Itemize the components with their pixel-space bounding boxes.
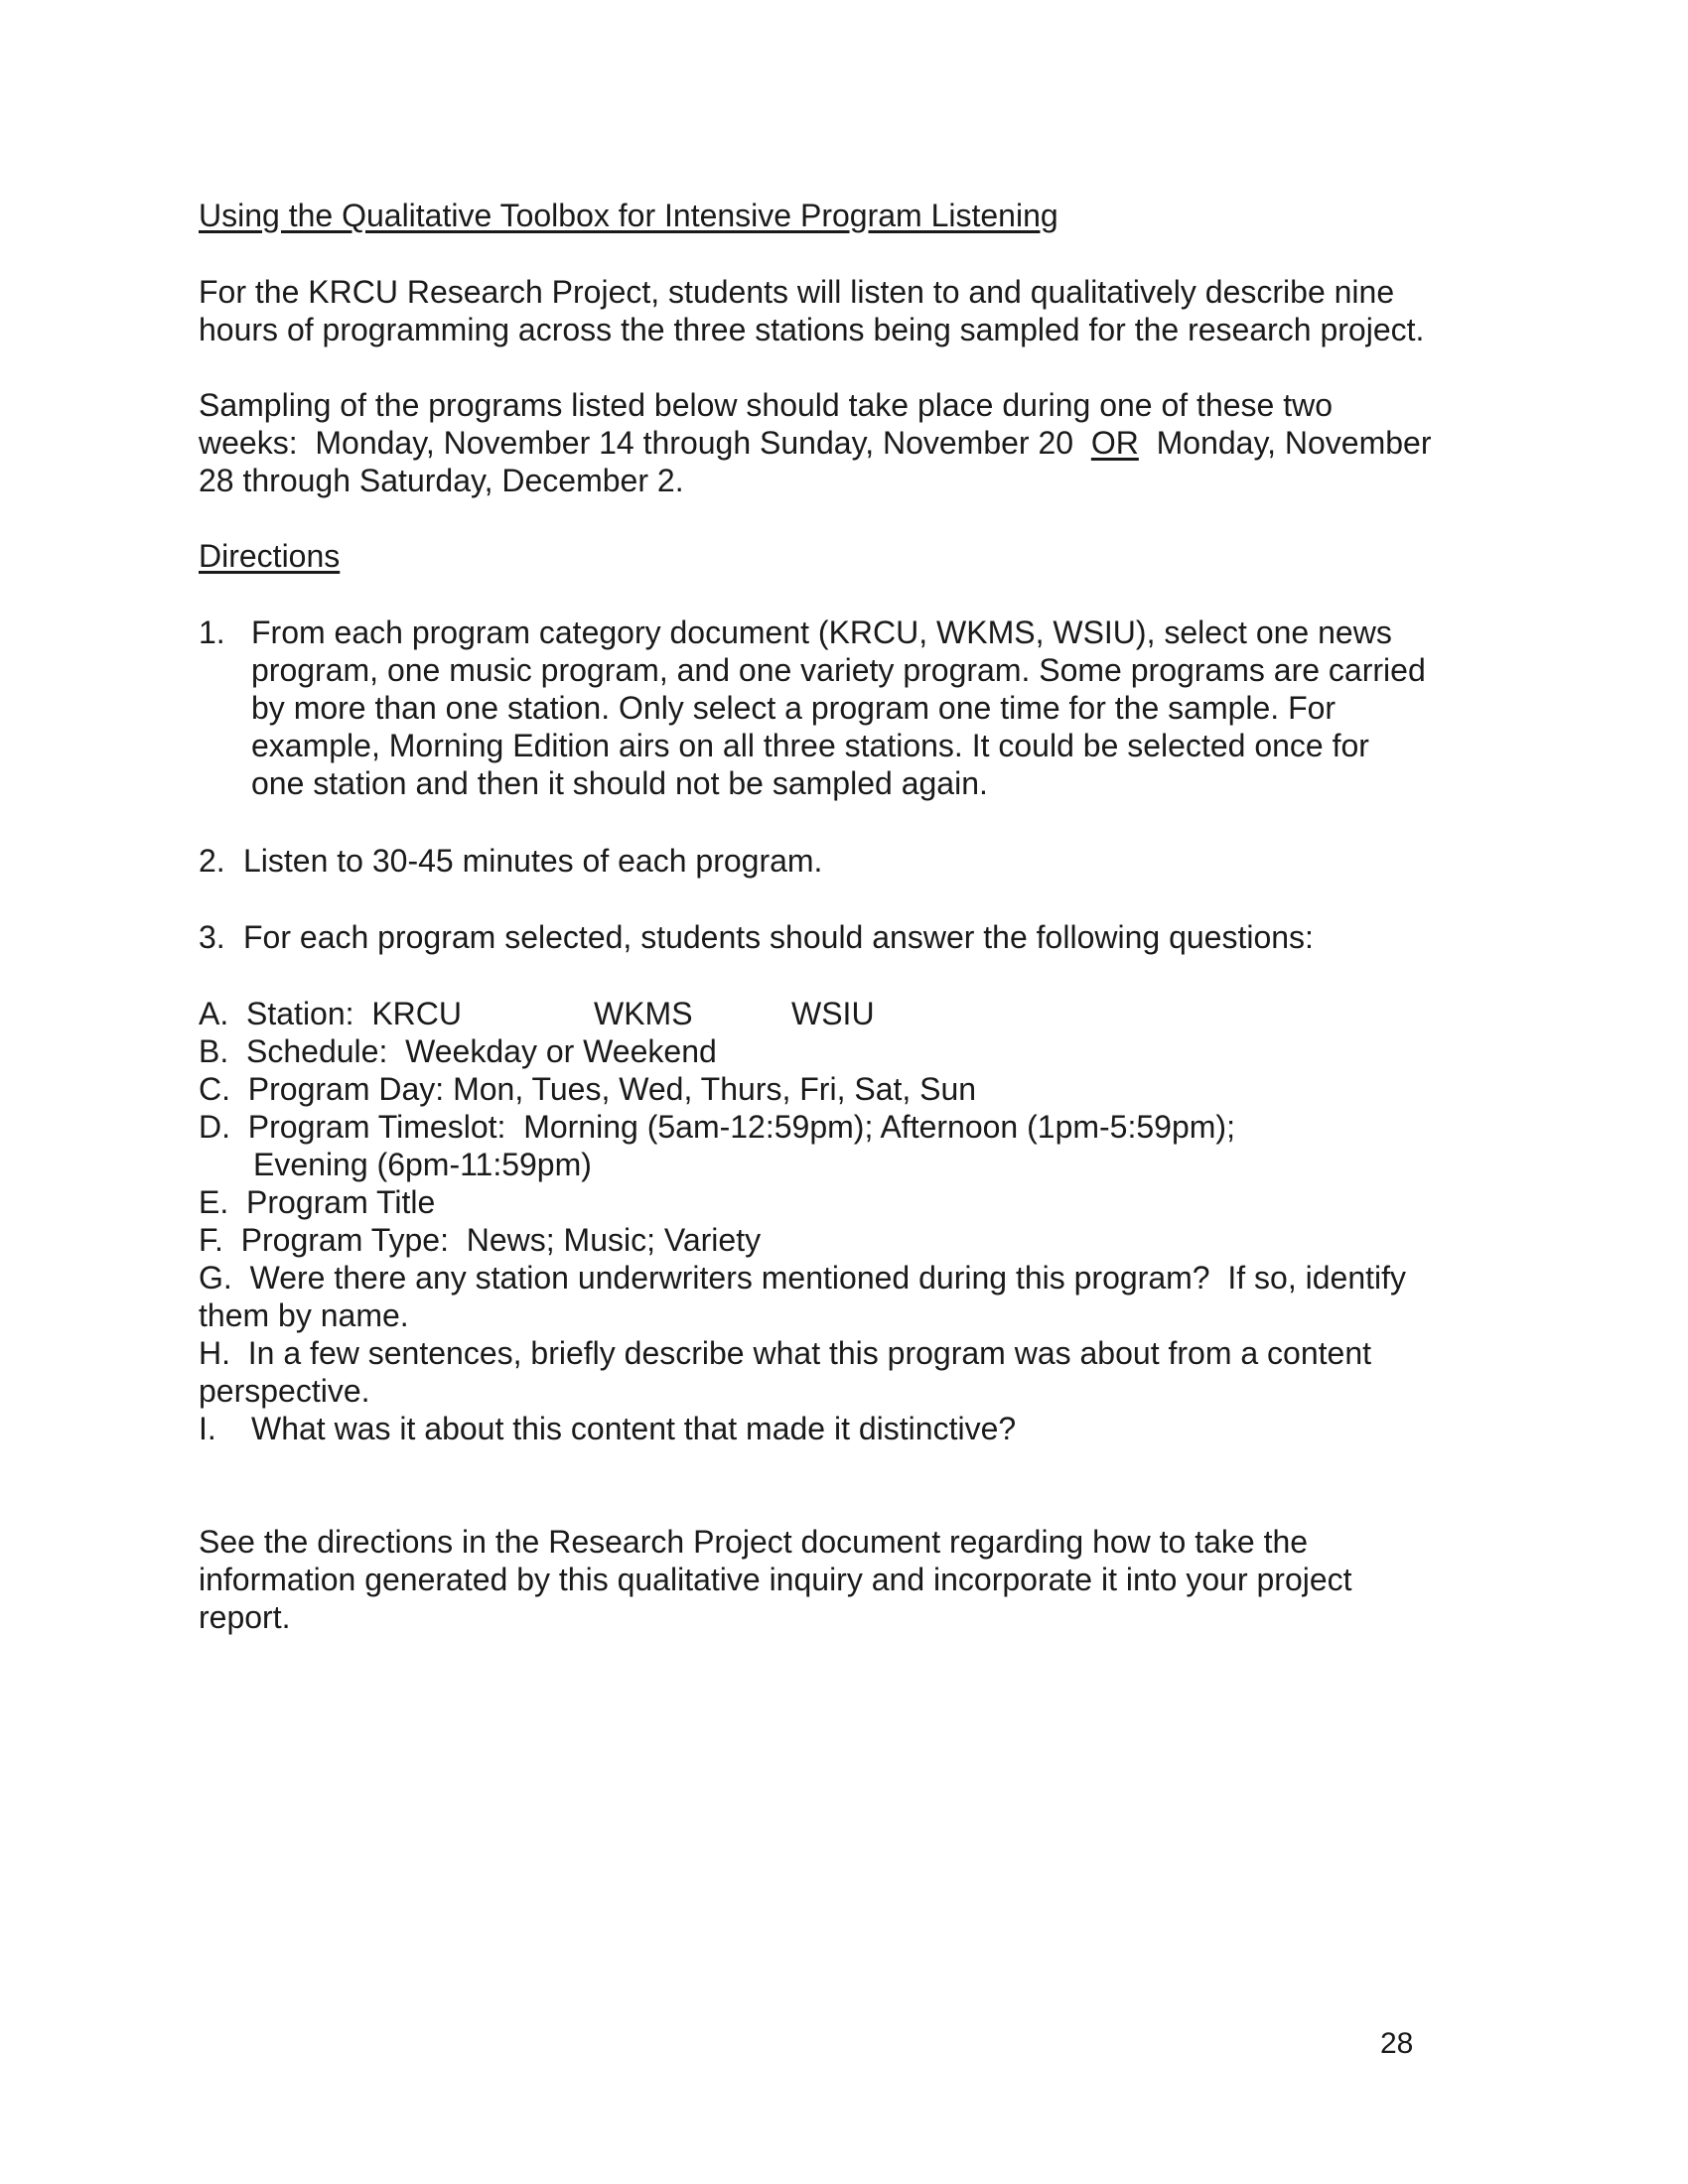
question-i-label: I. [199, 1411, 216, 1446]
question-i-text: What was it about this content that made it distinctive? [251, 1411, 1017, 1446]
sampling-line-3: 28 through Saturday, December 2. [199, 463, 684, 498]
question-a [199, 995, 462, 1032]
page-number: 28 [1380, 2027, 1414, 2060]
question-g-continuation: them by name. [199, 1297, 409, 1333]
question-d: D. Program Timeslot: Morning (5am-12:59pm); Afternoon (1pm-5:59pm); [199, 1109, 1235, 1145]
step-body [251, 614, 1426, 802]
sampling-or: OR [1090, 425, 1139, 461]
question-i [199, 1410, 1017, 1447]
closing-line: information generated by this qualitative inquiry and incorporate it into your project [199, 1562, 1352, 1597]
intro-paragraph [199, 273, 1509, 348]
step-line: For each program selected, students should answer the following questions: [243, 919, 1314, 955]
closing-line: report. [199, 1599, 291, 1635]
intro-line: hours of programming across the three stations being sampled for the research project. [199, 312, 1425, 347]
sampling-line-2-start: weeks: Monday, November 14 through Sunday, November 20 [199, 425, 1091, 461]
step-number: 1. [199, 614, 225, 650]
station-wkms: WKMS [594, 996, 693, 1031]
question-e: E. Program Title [199, 1184, 436, 1220]
question-d-continuation: Evening (6pm-11:59pm) [253, 1147, 592, 1182]
step-line: Listen to 30-45 minutes of each program. [243, 843, 823, 879]
step-number: 3. [199, 919, 225, 955]
sampling-line-2-end: Monday, November [1138, 425, 1432, 461]
page-title: Using the Qualitative Toolbox for Intensive Program Listening [199, 198, 1058, 233]
question-f: F. Program Type: News; Music; Variety [199, 1222, 762, 1258]
step-line: example, Morning Edition airs on all three stations. It could be selected once for [251, 728, 1369, 763]
question-g: G. Were there any station underwriters mentioned during this program? If so, identify [199, 1260, 1406, 1296]
step-line: From each program category document (KRCU, WKMS, WSIU), select one news [251, 614, 1392, 650]
question-h: H. In a few sentences, briefly describe what this program was about from a content [199, 1335, 1372, 1371]
step-line: by more than one station. Only select a program one time for the sample. For [251, 690, 1336, 726]
step-body [243, 842, 822, 880]
question-h-continuation: perspective. [199, 1373, 370, 1409]
station-wsiu: WSIU [791, 996, 875, 1031]
question-a-label: A. Station: KRCU [199, 996, 462, 1031]
question-b: B. Schedule: Weekday or Weekend [199, 1033, 717, 1069]
sampling-line-2 [199, 424, 1509, 462]
directions-heading: Directions [199, 538, 341, 574]
step-line: one station and then it should not be sampled again. [251, 765, 988, 801]
closing-line: See the directions in the Research Project document regarding how to take the [199, 1524, 1309, 1560]
step-body [243, 918, 1314, 956]
closing-paragraph [199, 1523, 1509, 1636]
sampling-paragraph [199, 386, 1509, 499]
question-c: C. Program Day: Mon, Tues, Wed, Thurs, Fri, Sat, Sun [199, 1071, 977, 1107]
step-number: 2. [199, 843, 225, 879]
intro-line: For the KRCU Research Project, students will listen to and qualitatively describe nine [199, 274, 1395, 310]
step-line: program, one music program, and one variety program. Some programs are carried [251, 652, 1426, 688]
sampling-line-1: Sampling of the programs listed below should take place during one of these two [199, 387, 1334, 423]
